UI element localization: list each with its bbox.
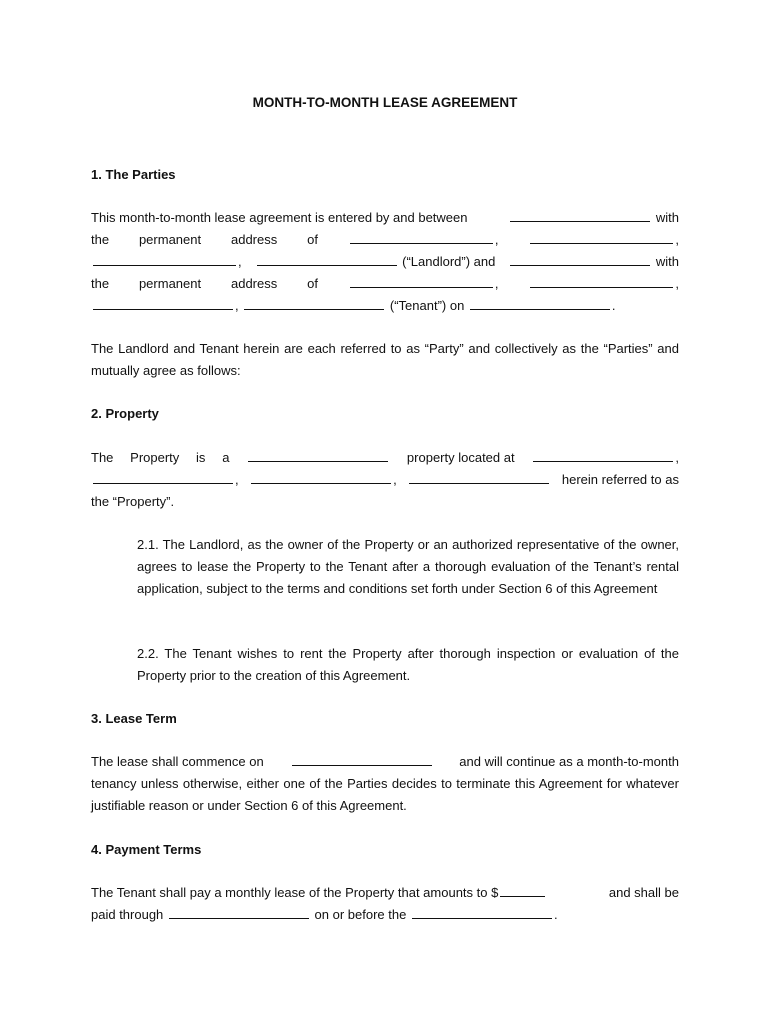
payment-amount-text: The Tenant shall pay a monthly lease of the Property that amounts to $ [91,885,499,900]
period: . [611,298,616,313]
comma: , [675,450,679,465]
section-heading-lease-term: 3. Lease Term [91,711,177,726]
comma: , [235,472,239,487]
shall-be-text: and shall be [608,885,679,900]
landlord-address-blank-1[interactable] [350,230,493,244]
with-text: with [655,254,679,269]
lease-start-date-blank[interactable] [292,752,432,766]
property-line-1 [91,447,679,469]
parties-line-2 [91,229,679,251]
property-address-blank-2[interactable] [93,470,233,484]
paid-through-text: paid through [91,907,164,922]
parties-line-3 [91,251,679,273]
clause-2-1: 2.1. The Landlord, as the owner of the Property or an authorized representative of the owner, agrees to lease the Property to the Tenant after a thorough evaluation of the Tenant’s rental application, subject to the terms and conditions set forth under Section 6 of this Agreement [137,537,679,596]
word-a: a [222,450,230,465]
landlord-address-blank-2[interactable] [530,230,673,244]
parties-line-4 [91,273,679,295]
property-address-blank-3[interactable] [251,470,391,484]
section-heading-payment-terms: 4. Payment Terms [91,842,202,857]
word-the: The [91,450,114,465]
landlord-address-blank-3[interactable] [93,252,236,266]
tenant-address-blank-2[interactable] [530,274,673,288]
comma: , [675,232,679,247]
herein-text: herein referred to as [561,472,679,487]
parties-definition-text: The Landlord and Tenant herein are each referred to as “Party” and collectively as the “Parties” and mutually agree as follows: [91,341,679,378]
property-type-blank[interactable] [248,448,388,462]
word-the: the [91,232,110,247]
parties-line-1 [91,207,679,229]
parties-line-5 [91,295,679,317]
property-line-3: the “Property”. [91,494,175,509]
on-or-before-text: on or before the [314,907,407,922]
agreement-date-blank[interactable] [470,296,610,310]
comma: , [235,298,239,313]
word-of: of [307,232,318,247]
property-address-blank-4[interactable] [409,470,549,484]
property-block [91,447,679,513]
word-the: the [91,276,110,291]
tenant-address-blank-3[interactable] [93,296,233,310]
word-property: Property [130,450,180,465]
tenant-label: (“Tenant”) on [389,298,465,313]
word-of: of [307,276,318,291]
payment-line-1 [91,882,679,904]
lease-commence-text: The lease shall commence on [91,754,264,769]
comma: , [494,276,499,291]
comma: , [494,232,499,247]
comma: , [238,254,242,269]
landlord-address-blank-4[interactable] [257,252,397,266]
property-located-text: property located at [406,450,515,465]
word-address: address [230,232,278,247]
comma: , [393,472,397,487]
parties-block [91,207,679,317]
tenant-name-blank[interactable] [510,252,650,266]
landlord-name-blank[interactable] [510,208,650,222]
word-permanent: permanent [138,232,202,247]
tenant-address-blank-1[interactable] [350,274,493,288]
landlord-label: (“Landlord”) and [402,254,496,269]
parties-intro-text: This month-to-month lease agreement is entered by and between [91,210,468,225]
document-title: MONTH-TO-MONTH LEASE AGREEMENT [252,95,518,110]
lease-continue-text: and will continue as a month-to-month [459,754,679,769]
lease-term-block [91,751,679,817]
lease-term-line-1 [91,751,679,773]
payment-due-day-blank[interactable] [412,905,552,919]
monthly-amount-blank[interactable] [500,883,545,897]
word-address: address [230,276,278,291]
clause-2-2: 2.2. The Tenant wishes to rent the Property after thorough inspection or evaluation of the Property prior to the creation of this Agreement. [137,646,679,683]
payment-block [91,882,679,926]
payment-method-blank[interactable] [169,905,309,919]
property-address-blank-1[interactable] [533,448,673,462]
tenant-address-blank-4[interactable] [244,296,384,310]
word-is: is [196,450,206,465]
payment-line-2 [91,904,679,926]
with-text: with [655,210,679,225]
property-line-2 [91,469,679,491]
period: . [553,907,558,922]
comma: , [675,276,679,291]
section-heading-parties: 1. The Parties [91,167,176,182]
lease-term-rest: tenancy unless otherwise, either one of the Parties decides to terminate this Agreement for whatever justifiable reason or under Section 6 of this Agreement. [91,776,679,813]
word-permanent: permanent [138,276,202,291]
section-heading-property: 2. Property [91,406,159,421]
